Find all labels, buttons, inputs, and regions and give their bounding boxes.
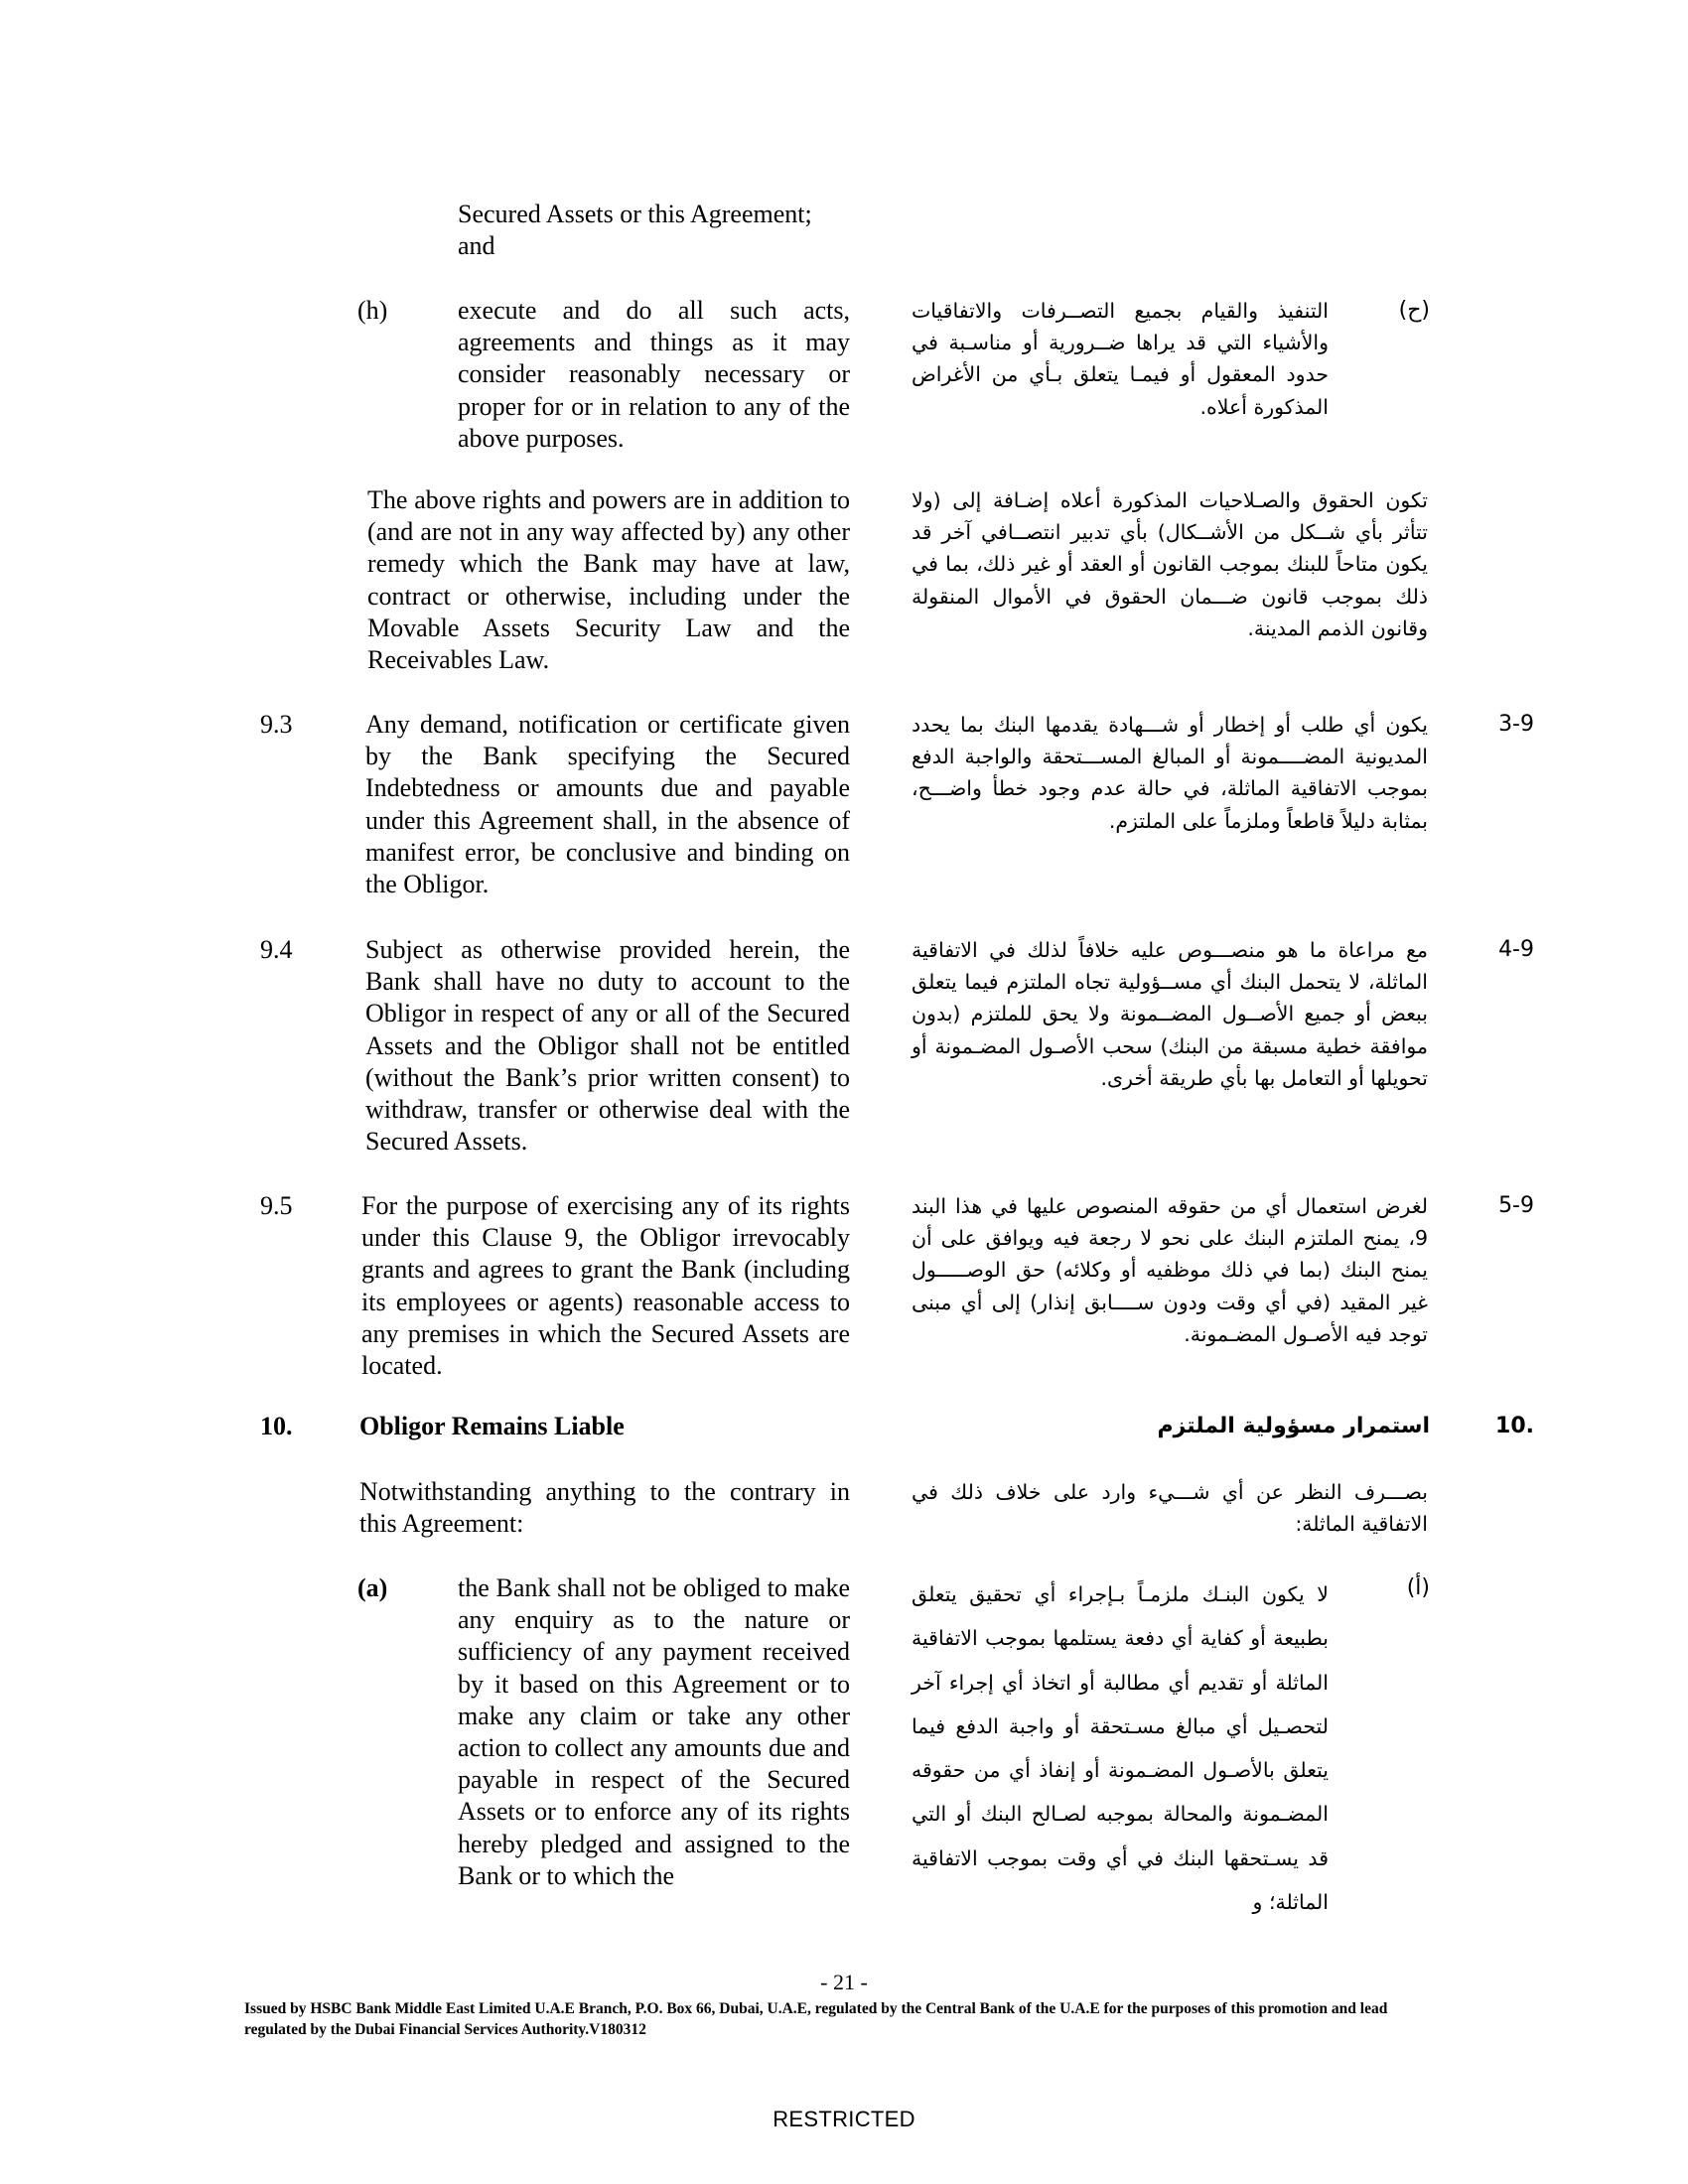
clause-9-4-text: Subject as otherwise provided herein, the Bank shall have no duty to account to the Obligor in respect of any or all of the Secured Assets and the Obligor shall not be entitled (without the Bank’s prior written consent) to withdraw, transfer or otherwise deal with the Secured Assets. <box>365 935 850 1157</box>
item-h-arabic-label: (ح) <box>1398 298 1430 323</box>
clause-9-5-arabic-text: لغرض استعمال أي من حقوقه المنصوص عليها في هذا البند 9، يمنح الملتزم البنك على نحو لا رجعة فيه ويوافق على أن يمنح البنك (بما في ذلك موظفيه أو وكلائه) حق الوصـــــول غير المقيد (في أي وقت ودون ســــابق إنذار) إلى أي مبنى توجد فيه الأصـول المضـمونة. <box>912 1194 1428 1346</box>
clause-9-3-arabic-text: يكون أي طلب أو إخطار أو شـــهادة يقدمها البنك بما يحدد المديونية المضــــمونة أو المبالغ المســـتحقة والواجبة الدفع بموجب الاتفاقية الماثلة، في حالة عدم وجود خطأ واضـــح، بمثابة دليلاً قاطعاً وملزماً على الملتزم. <box>912 713 1428 833</box>
page-number: - 21 - <box>820 1970 868 1994</box>
clause-9-5-text: For the purpose of exercising any of its rights under this Clause 9, the Obligor irrevocably grants and agrees to grant the Bank (including its employees or agents) reasonable access to any premises in which the Secured Assets are located. <box>361 1191 850 1381</box>
clause-9-5-arabic-number: 5-9 <box>1498 1193 1534 1218</box>
item-a-text: the Bank shall not be obliged to make any enquiry as to the nature or sufficiency of any payment received by it based on this Agreement or to make any claim or take any other action to collect any amounts due and payable in respect of the Secured Assets or to enforce any of its rights hereby pledged and assigned to the Bank or to which the <box>458 1573 850 1890</box>
item-h-arabic-text: التنفيذ والقيام بجميع التصــرفات والاتفاقيات والأشياء التي قد يراها ضــرورية أو مناسـبة في حدود المعقول أو فيمـا يتعلق بـأي من الأغراض المذكورة أعلاه. <box>912 299 1329 419</box>
footer-disclaimer: Issued by HSBC Bank Middle East Limited U.A.E Branch, P.O. Box 66, Dubai, U.A.E, regulated by the Central Bank of the U.A.E for the purposes of this promotion and lead regulated by the Dubai Financial Services Authority.V180312 <box>244 2000 1388 2038</box>
clause-10-title: Obligor Remains Liable <box>359 1412 625 1440</box>
classification-label: RESTRICTED <box>773 2107 915 2131</box>
rights-paragraph-arabic: تكون الحقوق والصـلاحيات المذكورة أعلاه إضـافة إلى (ولا تتأثر بأي شــكل من الأشــكال) بأي تدبير انتصــافي آخر قد يكون متاحاً للبنك بموجب القانون أو العقد أو غير ذلك، بما في ذلك بموجب قانون ضـــمان الحقوق في الأموال المنقولة وقانون الذمم المدينة. <box>912 488 1428 640</box>
clause-10-intro: Notwithstanding anything to the contrary in this Agreement: <box>359 1477 850 1539</box>
clause-9-5-number: 9.5 <box>260 1191 293 1220</box>
rights-paragraph: The above rights and powers are in addition to (and are not in any way affected by) any other remedy which the Bank may have at law, contract or otherwise, including under the Movable Assets Security Law and the Receivables Law. <box>367 485 850 675</box>
clause-10-number: 10. <box>260 1412 293 1440</box>
clause-9-4-number: 9.4 <box>260 935 293 964</box>
item-a-arabic-text: لا يكون البنـك ملزمـاً بـإجراء أي تحقيق يتعلق بطبيعة أو كفاية أي دفعة يستلمها بموجب الاتفاقية الماثلة أو تقديم أي مطالبة أو اتخاذ أي إجراء آخر لتحصـيل أي مبالغ مسـتحقة أو واجبة الدفع فيما يتعلق بالأصـول المضـمونة أو إنفاذ أي من حقوقه المضـمونة والمحالة بموجبه لصـالح البنك أو التي قد يسـتحقها البنك في أي وقت بموجب الاتفاقية الماثلة؛ و <box>912 1582 1329 1915</box>
clause-9-3-arabic-number: 3-9 <box>1498 712 1534 737</box>
clause-10-arabic-title: استمرار مسؤولية الملتزم <box>1157 1414 1430 1438</box>
item-h-label: (h) <box>357 296 388 325</box>
clause-9-4-arabic-number: 4-9 <box>1498 937 1534 962</box>
clause-9-3-number: 9.3 <box>260 710 293 739</box>
continuation-text: Secured Assets or this Agreement; and <box>458 200 812 261</box>
clause-10-intro-arabic: بصـــرف النظر عن أي شـــيء وارد على خلاف ذلك في الاتفاقية الماثلة: <box>912 1480 1428 1537</box>
item-a-label: (a) <box>357 1573 388 1602</box>
clause-9-3-text: Any demand, notification or certificate given by the Bank specifying the Secured Indebtedness or amounts due and payable under this Agreement shall, in the absence of manifest error, be conclusive and binding on the Obligor. <box>365 710 850 899</box>
clause-10-arabic-number: .10 <box>1495 1414 1534 1438</box>
item-a-arabic-label: (أ) <box>1406 1575 1430 1600</box>
clause-9-4-arabic-text: مع مراعاة ما هو منصـــوص عليه خلافاً لذلك في الاتفاقية الماثلة، لا يتحمل البنك أي مســؤولية تجاه الملتزم فيما يتعلق ببعض أو جميع الأصــول المضــمونة ولا يحق للملتزم (بدون موافقة خطية مسبقة من البنك) سحب الأصـول المضـمونة أو تحويلها أو التعامل بها بأي طريقة أخرى. <box>912 938 1428 1090</box>
item-h-text: execute and do all such acts, agreements and things as it may consider reasonably necessary or proper for or in relation to any of the above purposes. <box>458 296 850 453</box>
